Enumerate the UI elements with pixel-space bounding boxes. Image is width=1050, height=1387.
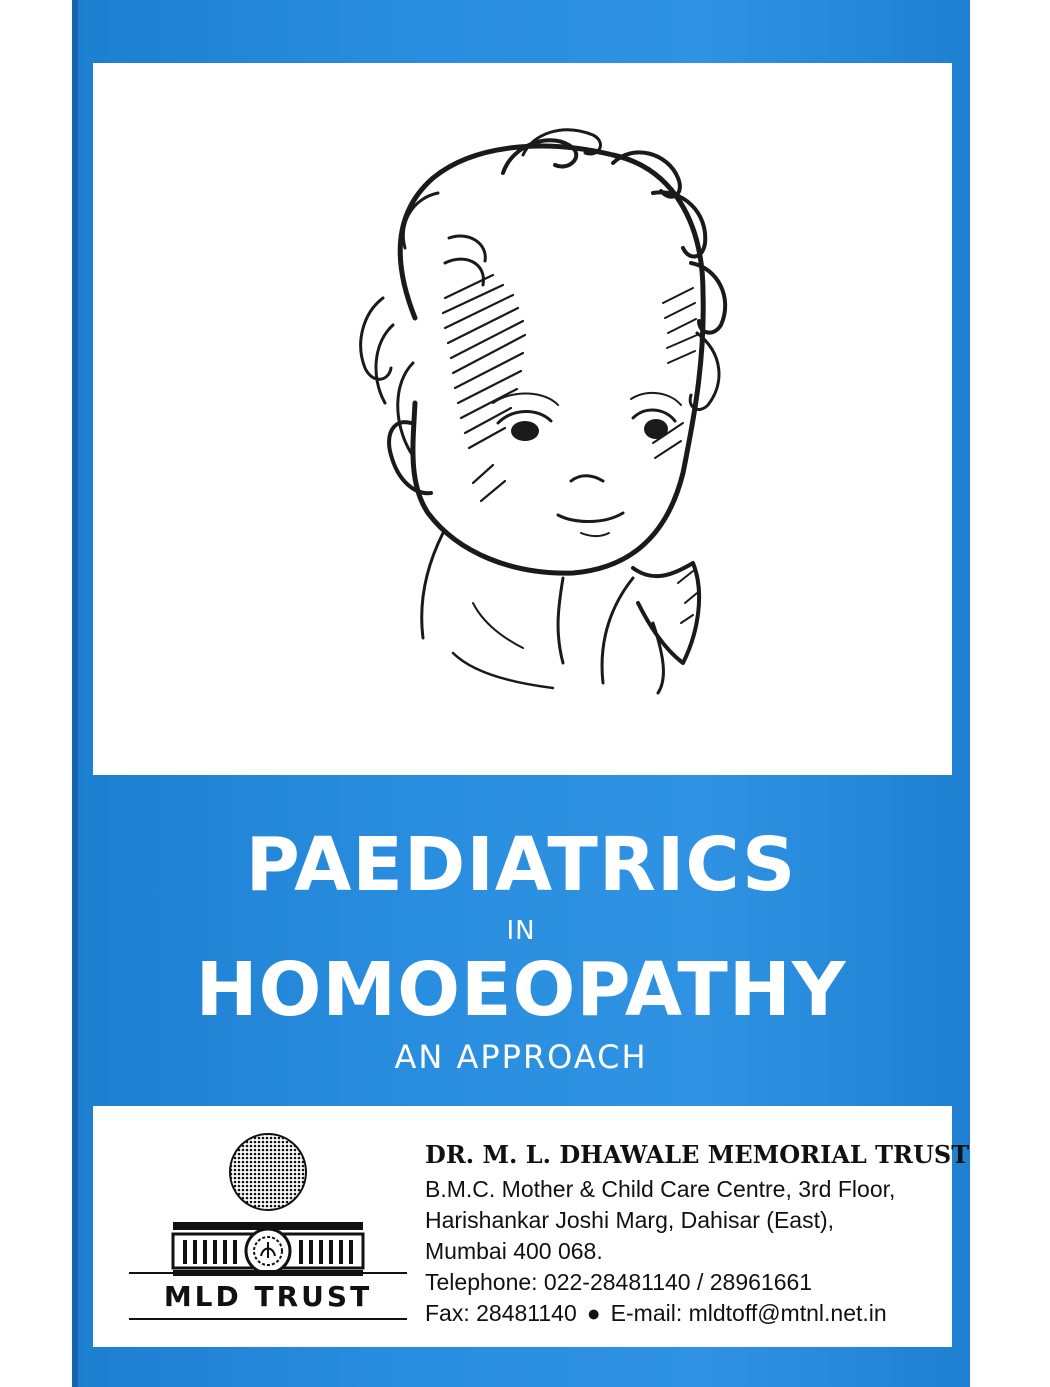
address-line-2: Harishankar Joshi Marg, Dahisar (East), (425, 1207, 835, 1233)
publisher-panel (93, 1106, 970, 1347)
book-title: PAEDIATRICS (245, 822, 797, 908)
fax: Fax: 28481140 (425, 1300, 577, 1326)
cover-spine-edge (72, 0, 78, 1387)
baby-sketch-illustration (93, 63, 952, 775)
publisher-name: DR. M. L. DHAWALE MEMORIAL TRUST (425, 1140, 970, 1169)
fax-email-line (425, 1298, 945, 1329)
title-connector: IN (506, 916, 536, 946)
book-subtitle: HOMOEOPATHY (195, 947, 847, 1033)
publisher-info (425, 1140, 970, 1329)
email: E-mail: mldtoff@mtnl.net.in (610, 1300, 887, 1326)
logo-label: MLD TRUST (129, 1272, 407, 1320)
book-tagline: AN APPROACH (394, 1038, 648, 1076)
illustration-panel (93, 63, 952, 775)
bullet-icon: ● (586, 1300, 601, 1326)
address-line-1: B.M.C. Mother & Child Care Centre, 3rd Floor, (425, 1176, 896, 1202)
telephone: Telephone: 022-28481140 / 28961661 (425, 1269, 813, 1295)
address-line-3: Mumbai 400 068. (425, 1238, 603, 1264)
